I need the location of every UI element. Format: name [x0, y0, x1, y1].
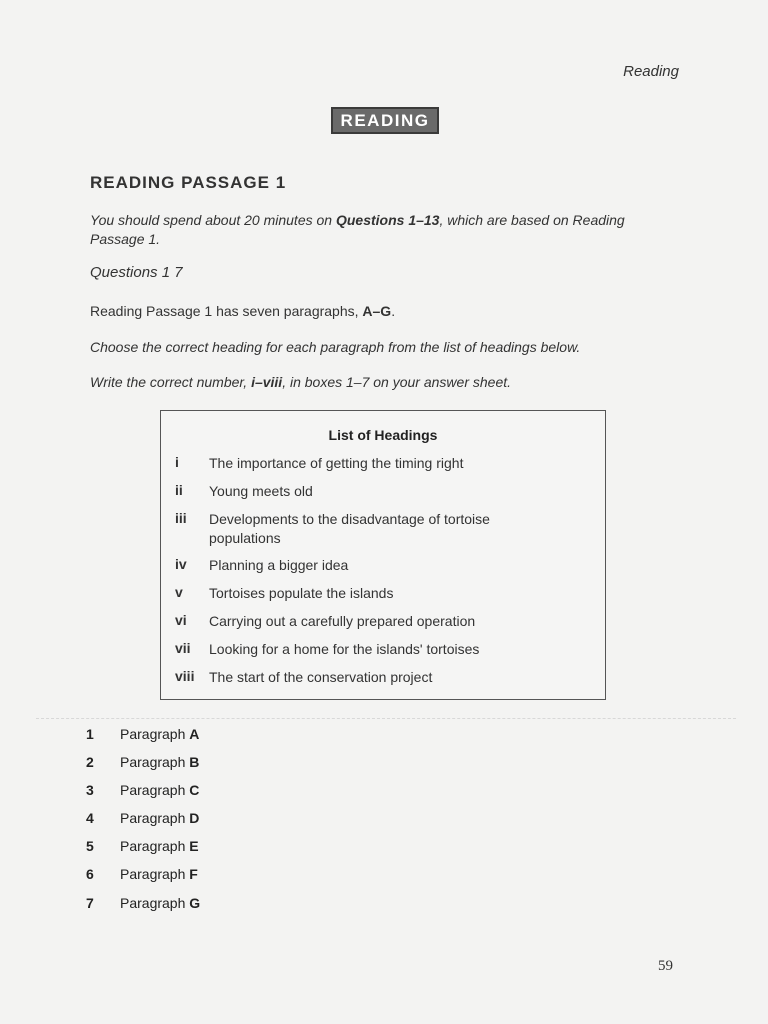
paragraph-label [120, 782, 320, 798]
heading-text: The start of the conservation project [209, 669, 433, 685]
paragraph-word: Paragraph [120, 754, 190, 770]
question-number: 1 [86, 726, 94, 742]
question-number: 4 [86, 810, 94, 826]
paragraph-count-text [90, 303, 395, 319]
page-number: 59 [658, 958, 673, 974]
heading-text: Young meets old [209, 483, 313, 499]
heading-numeral: iii [175, 510, 187, 526]
heading-text: Planning a bigger idea [209, 557, 349, 573]
passage-title: READING PASSAGE 1 [90, 173, 287, 192]
paragraph-letter: B [189, 754, 200, 770]
paragraph-label [120, 726, 320, 742]
write-instruction [90, 374, 511, 390]
paragraph-word: Paragraph [120, 810, 190, 826]
heading-text: Tortoises populate the islands [209, 585, 394, 601]
heading-numeral: vii [175, 640, 191, 656]
question-number: 5 [86, 838, 94, 854]
paragraph-letter: G [189, 895, 201, 911]
heading-numeral: iv [175, 556, 187, 572]
write-post: , in boxes 1–7 on your answer sheet. [282, 374, 512, 390]
paragraph-label [120, 866, 320, 882]
write-range: i–viii [251, 374, 283, 390]
heading-numeral: v [175, 584, 183, 600]
heading-numeral: i [175, 454, 179, 470]
heading-text: Looking for a home for the islands' tortoises [209, 641, 480, 657]
heading-numeral: viii [175, 668, 195, 684]
heading-text: The importance of getting the timing right [209, 455, 464, 471]
choose-instruction: Choose the correct heading for each paragraph from the list of headings below. [90, 339, 581, 355]
paragraph-word: Paragraph [120, 895, 190, 911]
heading-text: Developments to the disadvantage of tortoise populations [209, 511, 490, 546]
paragraph-label [120, 754, 320, 770]
list-of-headings-box [160, 410, 606, 700]
paragraph-word: Paragraph [120, 866, 190, 882]
paragraph-word: Paragraph [120, 782, 190, 798]
question-number: 6 [86, 866, 94, 882]
paragraph-letter: D [189, 810, 200, 826]
divider [36, 718, 736, 719]
paragraph-label [120, 810, 320, 826]
paragraph-word: Paragraph [120, 726, 190, 742]
paragraph-word: Paragraph [120, 838, 190, 854]
paragraph-label [120, 895, 320, 911]
question-number: 2 [86, 754, 94, 770]
question-number: 7 [86, 895, 94, 911]
paragraph-count-post: . [391, 303, 396, 319]
paragraph-count-pre: Reading Passage 1 has seven paragraphs, [90, 303, 363, 319]
instruction-questions: Questions 1–13 [335, 212, 440, 228]
paragraph-label [120, 838, 320, 854]
section-banner: READING [331, 107, 439, 134]
paragraph-letter: C [189, 782, 200, 798]
time-instructions [90, 211, 680, 249]
paragraph-count-range: A–G [362, 303, 392, 319]
questions-range-heading: Questions 1 7 [90, 264, 183, 281]
question-number: 3 [86, 782, 94, 798]
running-head: Reading [623, 63, 679, 80]
heading-numeral: vi [175, 612, 187, 628]
paragraph-letter: A [189, 726, 200, 742]
heading-text: Carrying out a carefully prepared operation [209, 613, 476, 629]
paragraph-letter: F [189, 866, 198, 882]
paragraph-letter: E [189, 838, 199, 854]
instruction-text-end: , which are based on Reading Passage 1. [90, 212, 625, 247]
write-pre: Write the correct number, [90, 374, 252, 390]
instruction-text: You should spend about 20 minutes on [90, 212, 336, 228]
headings-title: List of Headings [328, 427, 438, 443]
heading-numeral: ii [175, 482, 183, 498]
